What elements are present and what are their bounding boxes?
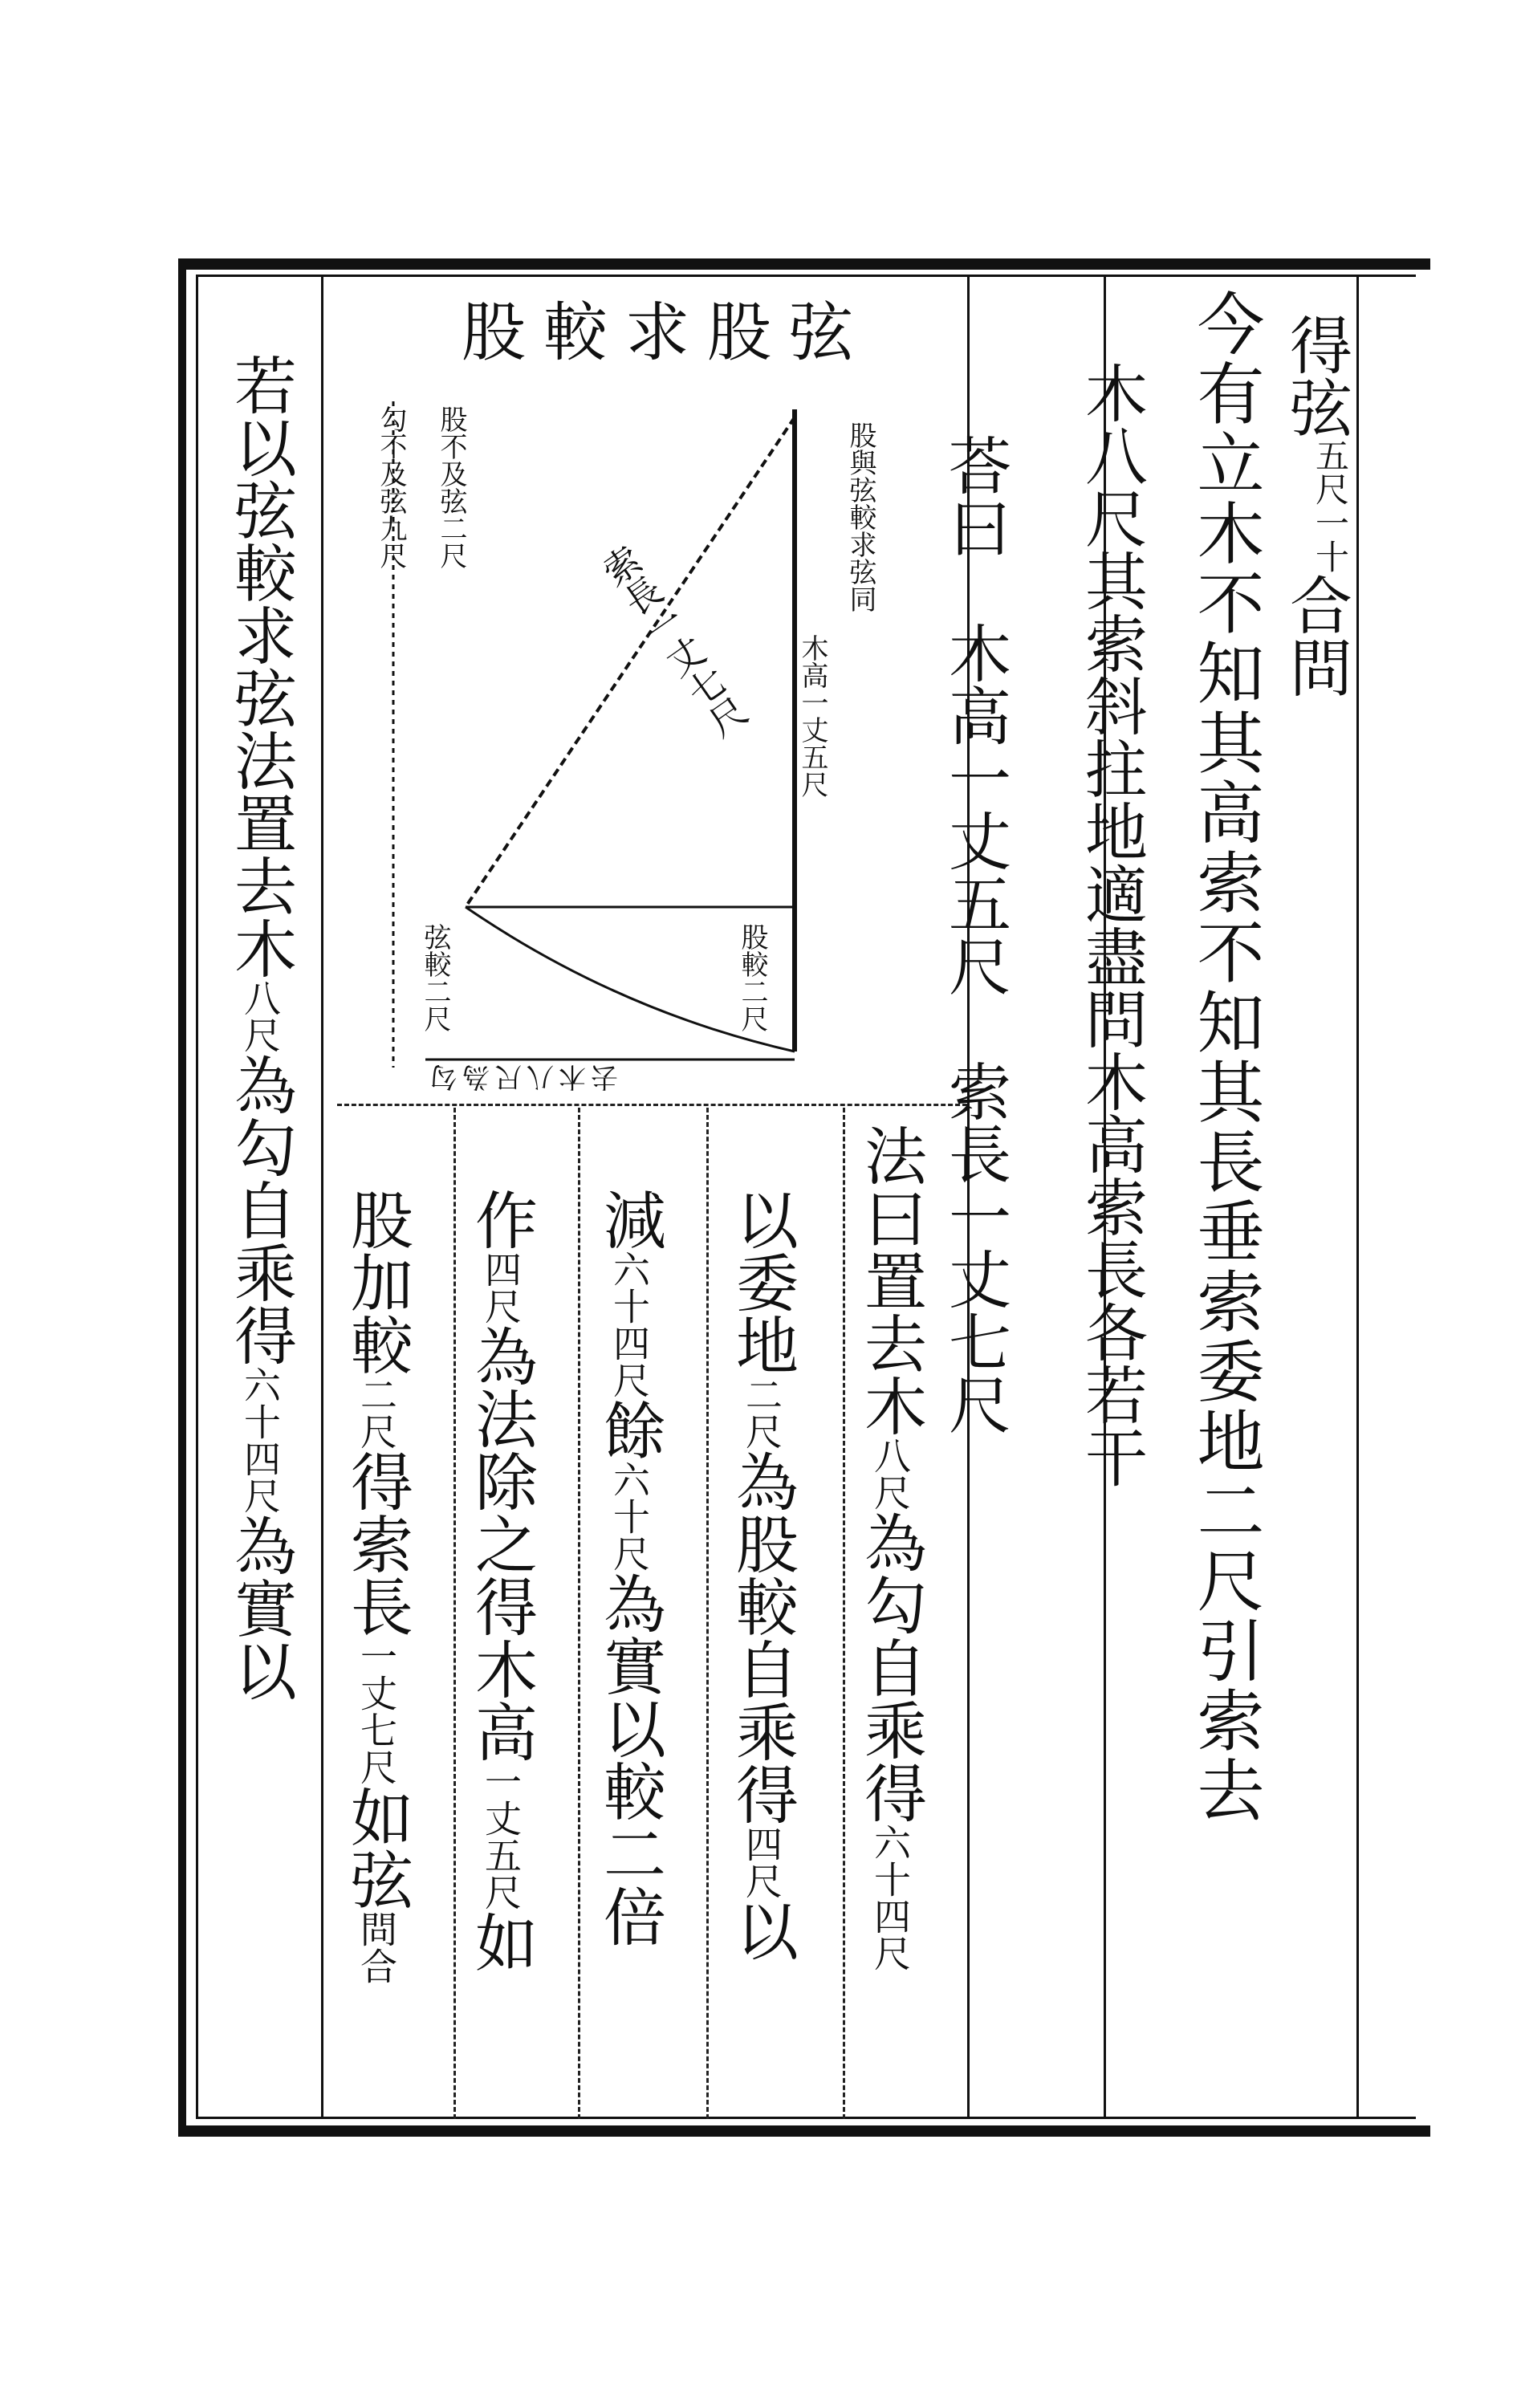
text-column-1 xyxy=(1279,313,1352,698)
note-mu-gao: 木高一丈五尺 xyxy=(796,634,828,798)
note-xian-jiao: 弦較二尺 xyxy=(419,923,451,1032)
col1-note: 五尺一十 xyxy=(1311,438,1350,573)
note-suo-chang: 索長一丈七尺 xyxy=(591,539,754,746)
note-gu-jiao: 股較二尺 xyxy=(736,923,768,1032)
text-column-9: 股加較二尺得索長一丈七尺如弦問合 xyxy=(340,1188,413,1984)
hypotenuse-rope-line xyxy=(466,417,795,907)
column-rule xyxy=(453,1108,456,2119)
column-rule xyxy=(578,1108,580,2119)
diagram-divider xyxy=(337,1104,967,1106)
text-column-5: 法曰置去木八尺為勾自乘得六十四尺 xyxy=(854,1124,926,1971)
column-rule xyxy=(321,277,323,2119)
text-column-4: 荅曰 木高一丈五尺 索長一丈七尺 xyxy=(938,433,1011,1435)
text-column-7: 減六十四尺餘六十尺為實以較二倍 xyxy=(593,1188,665,1947)
column-rule xyxy=(843,1108,845,2119)
column-rule xyxy=(706,1108,709,2119)
text-column-8: 作四尺為法除之得木高一丈五尺如 xyxy=(465,1188,537,1973)
note-gu-buji: 股不及弦二尺 xyxy=(435,405,467,569)
col1-seg1: 得弦 xyxy=(1279,313,1352,438)
text-column-10: 若以弦較求弦法置去木八尺為勾自乘得六十四尺為實以 xyxy=(224,353,296,1702)
col1-seg3: 合問 xyxy=(1279,573,1352,698)
column-rule xyxy=(1356,277,1359,2119)
note-gou-buji: 勾不及弦九尺 xyxy=(375,405,407,569)
text-column-3: 木八尺其索斜拄地適盡問木高索長各若干 xyxy=(1075,361,1147,1488)
text-column-6: 以委地二尺為股較自乘得四尺以 xyxy=(726,1188,798,1962)
note-qu-mu: 去木八尺為勾 xyxy=(425,1060,618,1092)
diagram-title: 股較求股弦 xyxy=(462,295,871,370)
text-column-2: 今有立木不知其高索不知其長垂索委地二尺引索去 xyxy=(1186,289,1265,1825)
note-gu-xian: 股與弦較求弦同 xyxy=(844,421,876,612)
